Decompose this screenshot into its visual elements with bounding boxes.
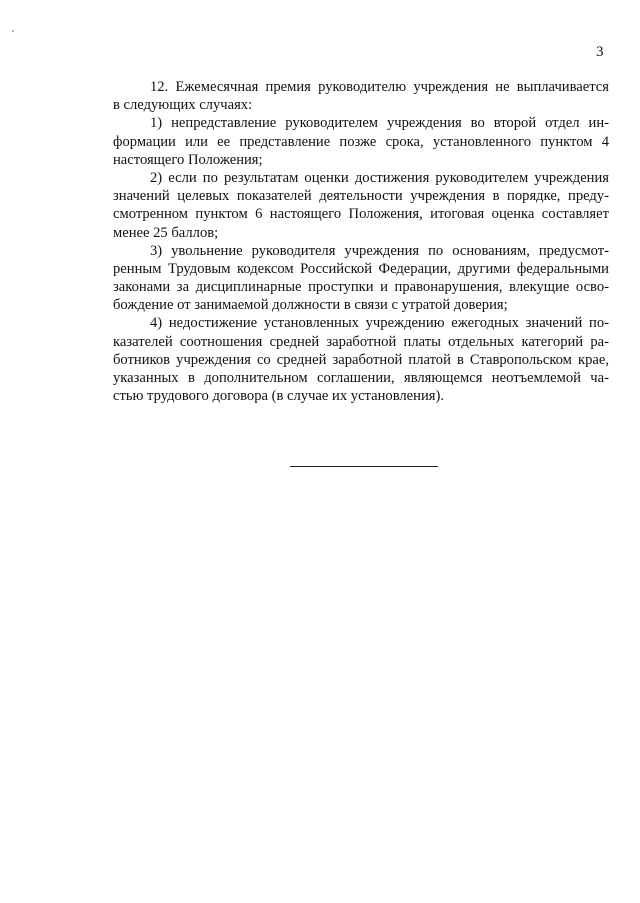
text-line: 1) непредставление руководителем учреждения во второй отдел ин-	[150, 115, 609, 132]
text-line: указанных в дополнительном соглашении, являющемся неотъемлемой ча-	[113, 370, 609, 386]
text-line: менее 25 баллов;	[113, 224, 219, 241]
list-item-2	[113, 169, 609, 242]
text-line: настоящего Положения;	[113, 151, 263, 168]
text-line: значений целевых показателей деятельности учреждения в порядке, преду-	[113, 188, 609, 205]
document-body	[113, 78, 609, 405]
text-line: бождение от занимаемой должности в связи с утратой доверия;	[113, 297, 508, 314]
end-divider-line	[290, 466, 438, 467]
text-line: 4) недостижение установленных учреждению ежегодных значений по-	[150, 315, 609, 332]
text-line: формации или ее представление позже срока, установленного пунктом 4	[113, 133, 609, 150]
page-number: 3	[596, 44, 604, 60]
text-line: стью трудового договора (в случае их установления).	[113, 388, 444, 405]
text-line: казателей соотношения средней заработной платы отдельных категорий ра-	[113, 333, 609, 350]
list-item-3	[113, 242, 609, 315]
text-line: 2) если по результатам оценки достижения руководителем учреждения	[150, 169, 609, 186]
text-line: 3) увольнение руководителя учреждения по основаниям, предусмот-	[150, 242, 609, 259]
text-line: ботников учреждения со средней заработной платой в Ставропольском крае,	[113, 351, 609, 368]
scan-speck	[12, 30, 14, 32]
paragraph-12	[113, 78, 609, 114]
text-line: в следующих случаях:	[113, 97, 253, 114]
text-line: 12. Ежемесячная премия руководителю учреждения не выплачивается	[150, 79, 609, 95]
list-item-4	[113, 314, 609, 405]
text-line: законами за дисциплинарные проступки и правонарушения, влекущие осво-	[113, 279, 609, 296]
text-line: смотренном пунктом 6 настоящего Положения, итоговая оценка составляет	[113, 206, 609, 223]
text-line: ренным Трудовым кодексом Российской Федерации, другими федеральными	[113, 260, 609, 277]
list-item-1	[113, 114, 609, 169]
